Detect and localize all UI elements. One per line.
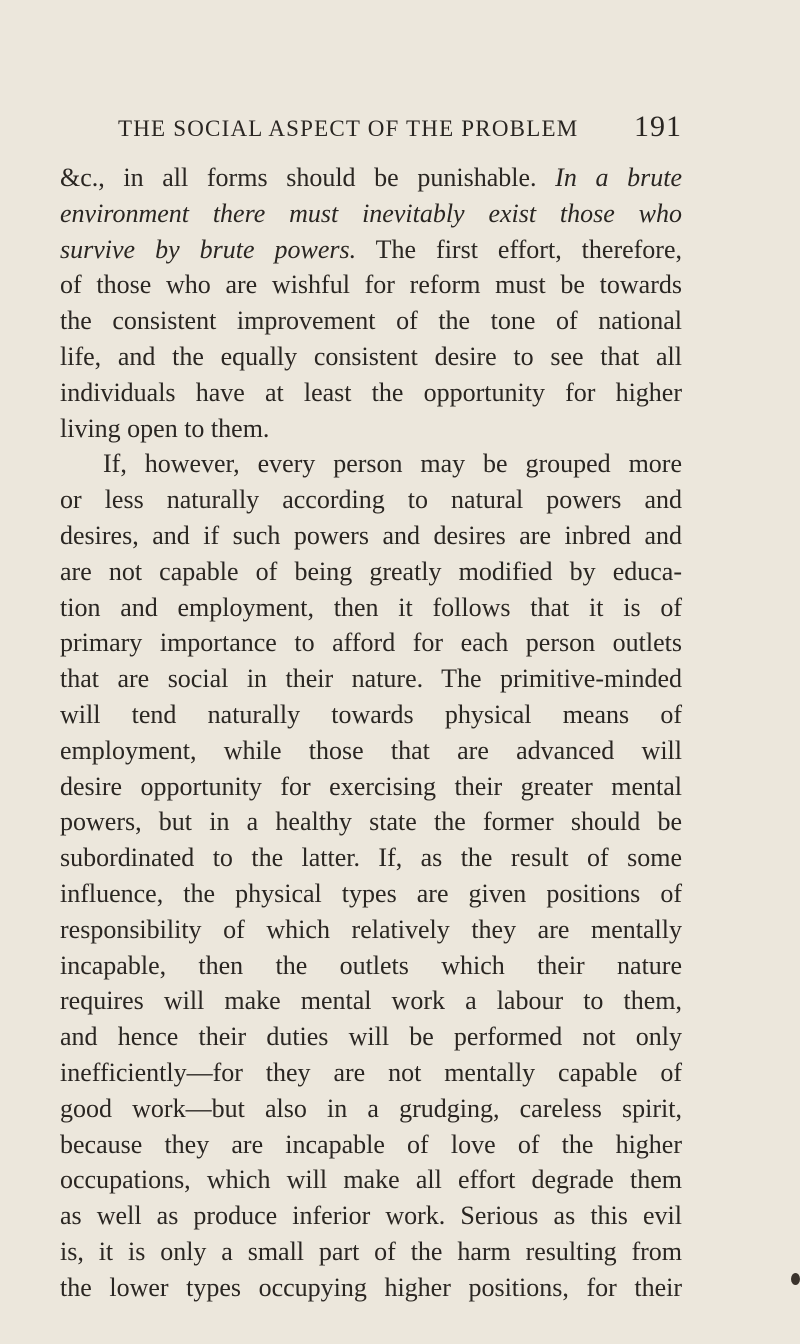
page-number: 191 <box>634 110 682 143</box>
page-header <box>118 108 682 148</box>
text-line: influence, the physical types are given positions of <box>60 878 682 908</box>
text-line: primary importance to afford for each person outlets <box>60 628 682 658</box>
text-line <box>60 160 682 196</box>
text-line: will tend naturally towards physical means of <box>60 699 682 729</box>
text-line <box>60 232 682 268</box>
running-head: THE SOCIAL ASPECT OF THE PROBLEM <box>118 116 579 141</box>
text-line: responsibility of which relatively they are mentally <box>60 914 682 944</box>
text-line: living open to them. <box>60 413 270 443</box>
text-line: life, and the equally consistent desire to see that all <box>60 341 682 371</box>
text-line: incapable, then the outlets which their nature <box>60 950 682 980</box>
text-line: because they are incapable of love of the higher <box>60 1129 682 1159</box>
text-line: tion and employment, then it follows that it is of <box>60 592 682 622</box>
text-run: &c., in all forms should be punishable. <box>60 163 556 192</box>
text-line: of those who are wishful for reform must be towards <box>60 270 682 300</box>
text-line: subordinated to the latter. If, as the result of some <box>60 843 682 873</box>
text-line: desire opportunity for exercising their greater mental <box>60 771 682 801</box>
text-line: individuals have at least the opportunity for higher <box>60 377 682 407</box>
italic-text-run: In a brute <box>555 163 682 192</box>
text-line: desires, and if such powers and desires are inbred and <box>60 520 682 550</box>
text-line: as well as produce inferior work. Serious as this evil <box>60 1201 682 1231</box>
text-line: good work—but also in a grudging, careless spirit, <box>60 1093 682 1123</box>
text-line: is, it is only a small part of the harm resulting from <box>60 1236 682 1266</box>
text-line: employment, while those that are advanced will <box>60 735 682 765</box>
text-line: are not capable of being greatly modified by educa- <box>60 556 682 586</box>
text-line: the consistent improvement of the tone of national <box>60 306 682 336</box>
text-line: If, however, every person may be grouped more <box>103 449 682 479</box>
italic-text-run: survive by brute powers. <box>60 234 357 264</box>
text-line: environment there must inevitably exist those who <box>60 198 682 228</box>
text-line: or less naturally according to natural powers and <box>60 485 682 515</box>
ink-speck <box>791 1273 800 1285</box>
text-run: The first effort, therefore, <box>356 234 683 264</box>
text-line: inefficiently—for they are not mentally capable of <box>60 1057 682 1087</box>
text-line: the lower types occupying higher positions, for their <box>60 1272 682 1302</box>
text-line: powers, but in a healthy state the former should be <box>60 807 682 837</box>
text-line: requires will make mental work a labour to them, <box>60 986 682 1016</box>
text-line: occupations, which will make all effort degrade them <box>60 1165 682 1195</box>
body-text <box>60 160 682 1306</box>
text-line: and hence their duties will be performed not only <box>60 1022 682 1052</box>
text-line: that are social in their nature. The primitive-minded <box>60 664 682 694</box>
